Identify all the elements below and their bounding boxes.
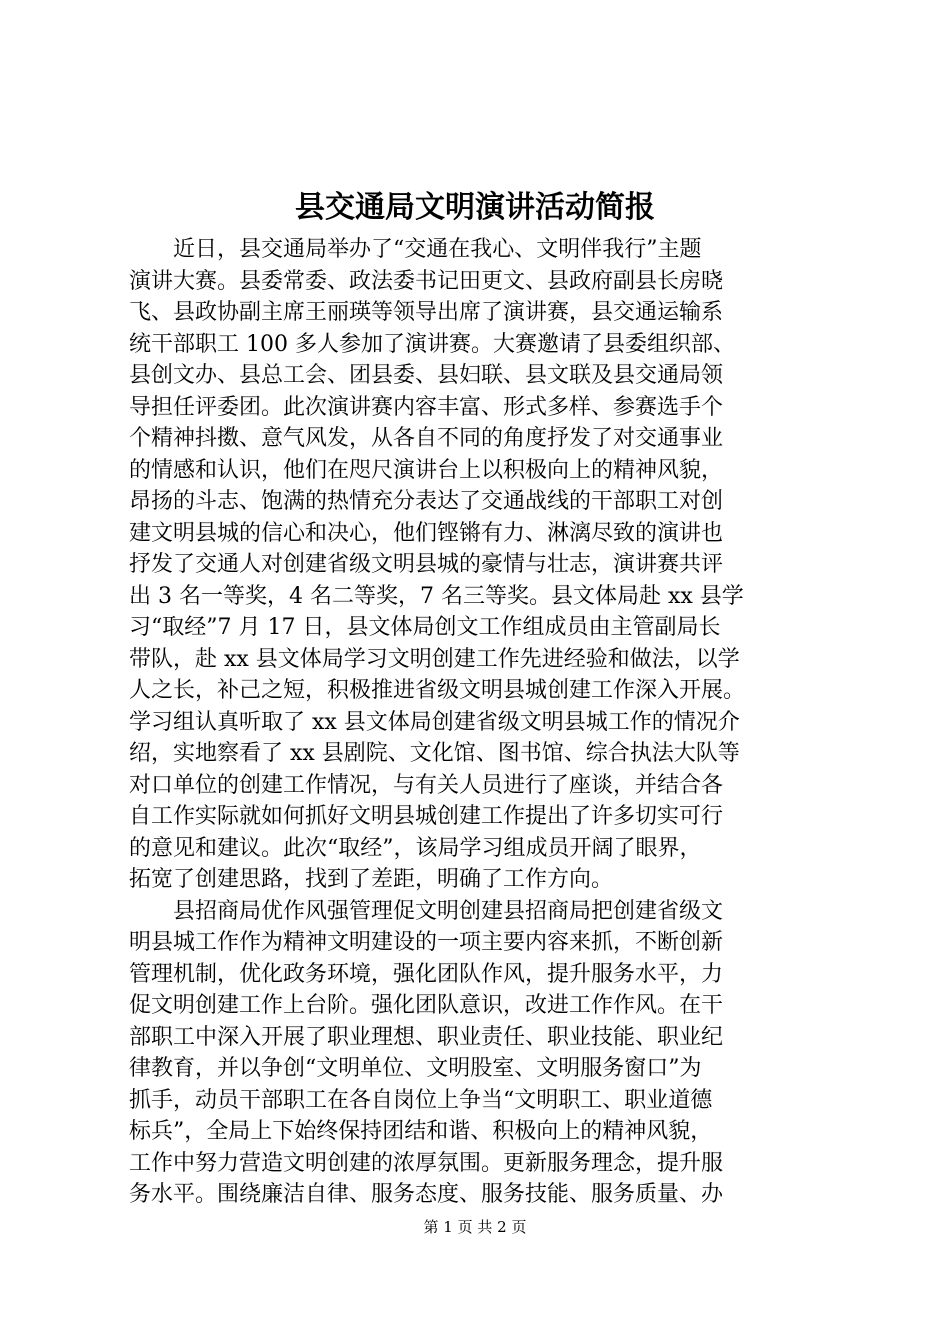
body-text-line: 抒发了交通人对创建省级文明县城的豪情与壮志，演讲赛共评 [129,552,724,577]
body-text-line: 昂扬的斗志、饱满的热情充分表达了交通战线的干部职工对创 [129,489,724,514]
body-text-line: 人之长，补己之短，积极推进省级文明县城创建工作深入开展。 [129,678,746,703]
body-text-line: 学习组认真听取了 xx 县文体局创建省级文明县城工作的情况介 [129,709,740,735]
body-text-line: 工作中努力营造文明创建的浓厚氛围。更新服务理念，提升服 [129,1150,724,1176]
body-text-line: 律教育，并以争创“文明单位、文明股室、文明服务窗口”为 [129,1056,702,1081]
body-text-line: 的情感和认识，他们在咫尺演讲台上以积极向上的精神风貌， [129,457,724,483]
body-text-line: 导担任评委团。此次演讲赛内容丰富、形式多样、参赛选手个 [129,394,724,420]
body-text-line: 出 3 名一等奖，4 名二等奖，7 名三等奖。县文体局赴 xx 县学 [129,583,744,609]
body-text-line: 演讲大赛。县委常委、政法委书记田更文、县政府副县长房晓 [129,268,724,294]
document-title: 县交通局文明演讲活动简报 [295,190,655,225]
body-text-line: 近日，县交通局举办了“交通在我心、文明伴我行”主题 [129,237,702,262]
body-text-line: 县创文办、县总工会、团县委、县妇联、县文联及县交通局领 [129,363,724,388]
body-text-line: 部职工中深入开展了职业理想、职业责任、职业技能、职业纪 [129,1024,724,1050]
body-text-line: 促文明创建工作上台阶。强化团队意识，改进工作作风。在干 [129,993,724,1018]
body-text-line: 抓手，动员干部职工在各自岗位上争当“文明职工、职业道德 [129,1087,713,1113]
body-text-line: 建文明县城的信心和决心，他们铿锵有力、淋漓尽致的演讲也 [129,520,724,546]
body-text-line: 县招商局优作风强管理促文明创建县招商局把创建省级文 [129,898,724,924]
body-text-line: 对口单位的创建工作情况，与有关人员进行了座谈，并结合各 [129,772,724,798]
body-text-line: 飞、县政协副主席王丽瑛等领导出席了演讲赛，县交通运输系 [129,300,724,325]
body-text-line: 绍，实地察看了 xx 县剧院、文化馆、图书馆、综合执法大队等 [129,741,740,766]
document-body [129,234,829,1211]
body-text-line: 自工作实际就如何抓好文明县城创建工作提出了许多切实可行 [129,804,724,829]
body-text-line: 标兵”，全局上下始终保持团结和谐、积极向上的精神风貌， [129,1119,713,1144]
body-text-line: 个精神抖擞、意气风发，从各自不同的角度抒发了对交通事业 [129,426,724,451]
body-text-line: 务水平。围绕廉洁自律、服务态度、服务技能、服务质量、办 [129,1182,724,1207]
body-text-line: 统干部职工 100 多人参加了演讲赛。大赛邀请了县委组织部、 [129,331,735,357]
body-text-line: 习“取经”7 月 17 日，县文体局创文工作组成员由主管副局长 [129,615,721,640]
body-text-line: 的意见和建议。此次“取经”，该局学习组成员开阔了眼界， [129,835,702,861]
body-text-line: 明县城工作作为精神文明建设的一项主要内容来抓，不断创新 [129,930,724,955]
body-text-line: 带队，赴 xx 县文体局学习文明创建工作先进经验和做法，以学 [129,646,740,672]
page-footer: 第 1 页 共 2 页 [423,1218,527,1236]
body-text-line: 管理机制，优化政务环境，强化团队作风，提升服务水平，力 [129,961,724,987]
body-text-line: 拓宽了创建思路，找到了差距，明确了工作方向。 [129,867,614,892]
